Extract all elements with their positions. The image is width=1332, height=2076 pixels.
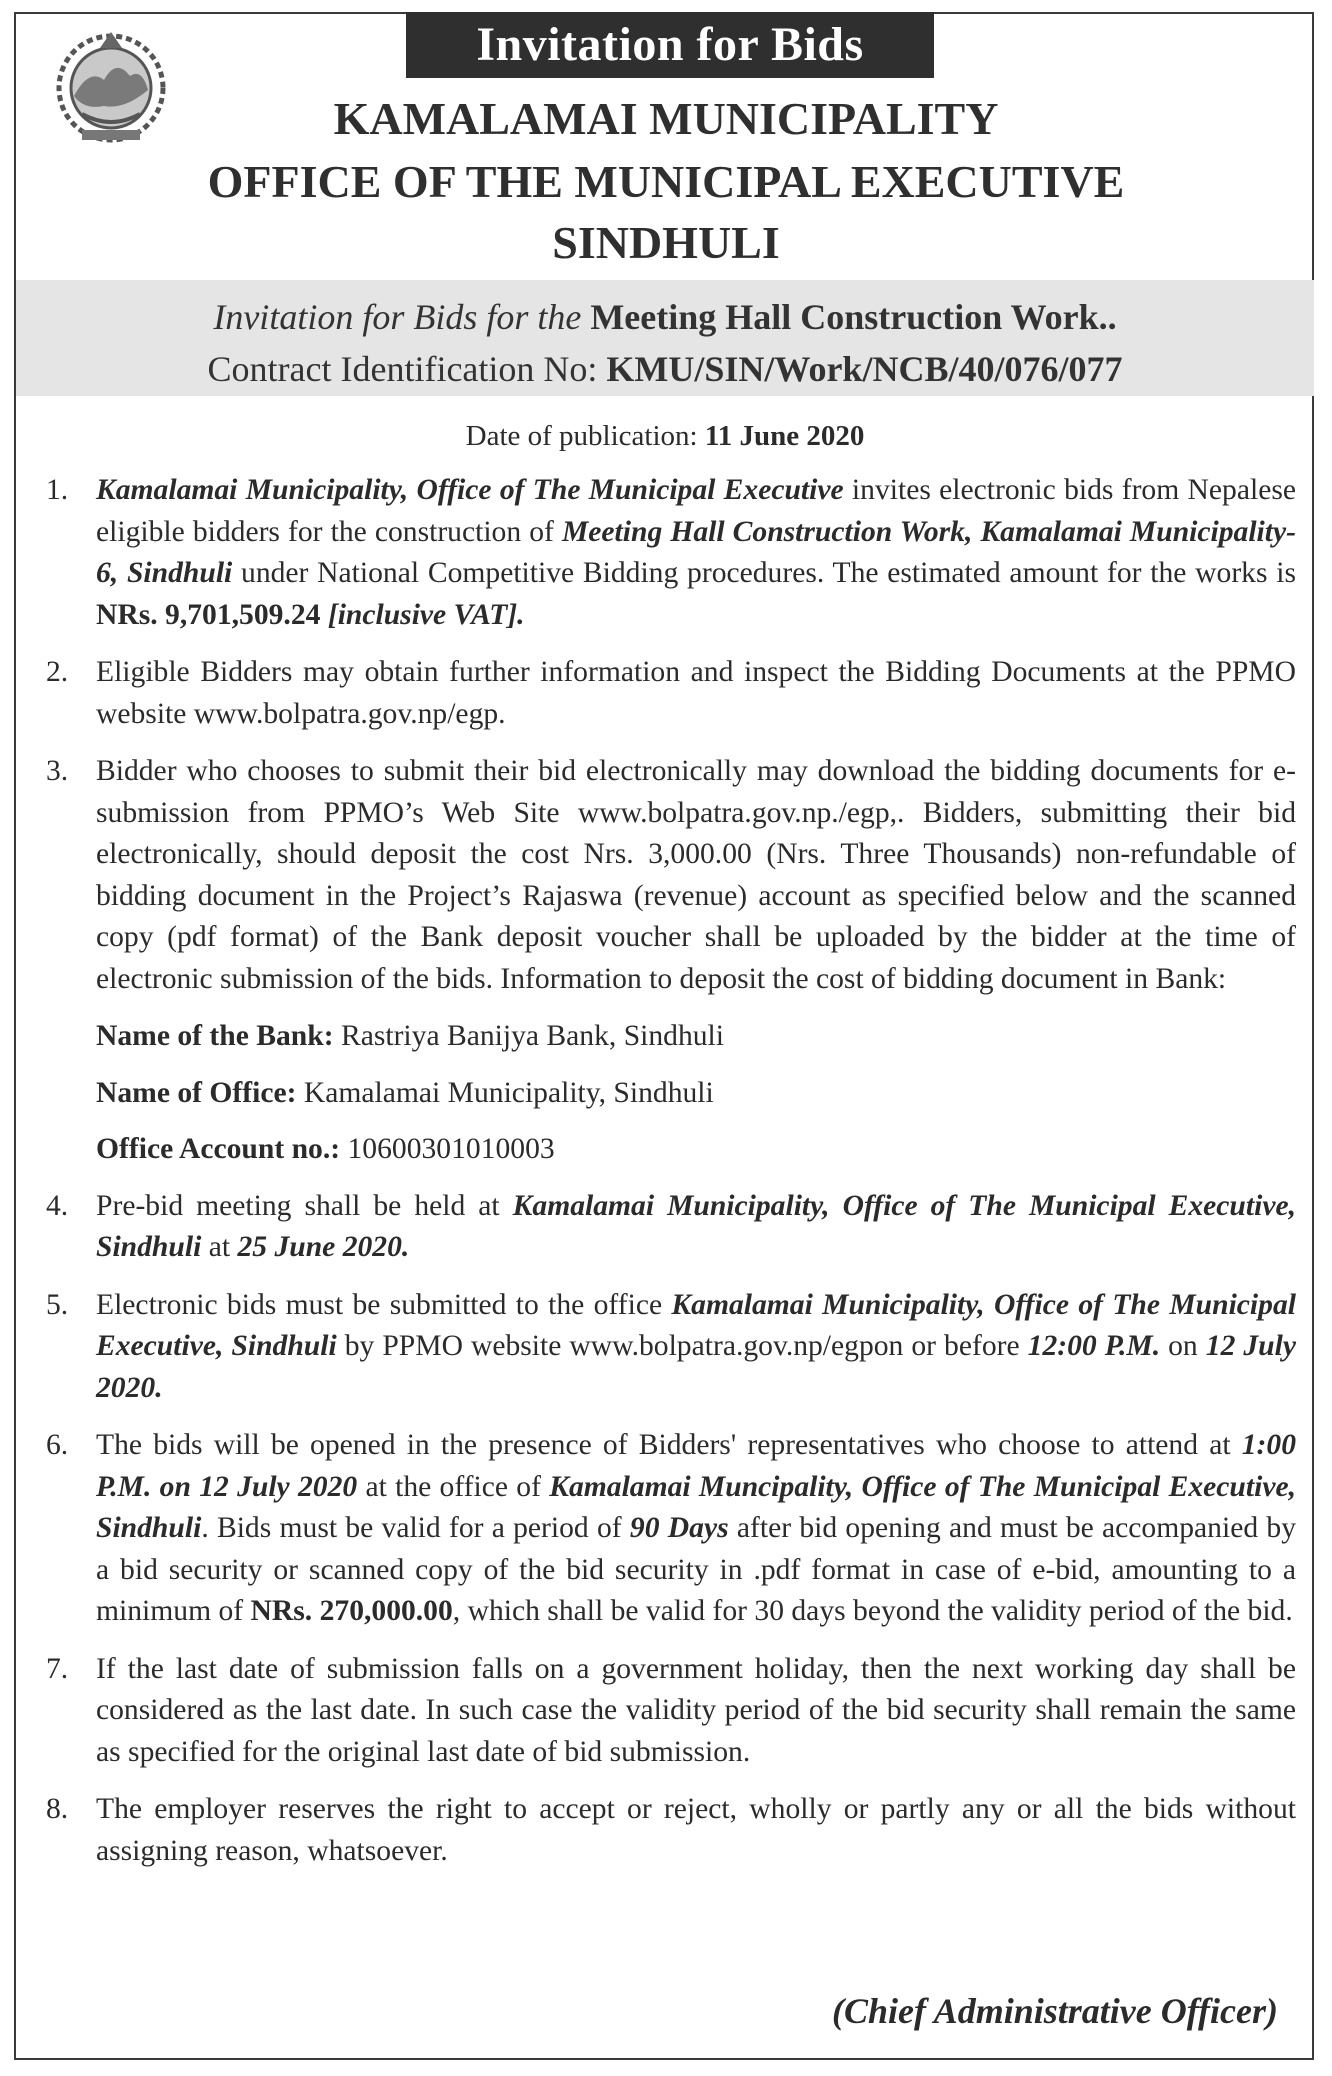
clause-text: Pre-bid meeting shall be held at	[96, 1189, 513, 1222]
notice-body	[40, 470, 1296, 1888]
clause-number: 8.	[46, 1793, 69, 1825]
bid-subject	[16, 296, 1314, 338]
clause-number: 7.	[46, 1652, 69, 1685]
clause-7	[40, 1649, 1296, 1774]
bank-value: Rastriya Banijya Bank, Sindhuli	[333, 1020, 725, 1052]
clause-text: [inclusive VAT].	[320, 598, 525, 631]
clause-text: at	[201, 1231, 238, 1263]
publication-date	[16, 420, 1314, 453]
clause-text: If the last date of submission falls on a government holiday, then the next working day shall be considered as the last date. In such case the validity period of the bid security shall remain the same as specified for the original last date of bid submission.	[96, 1652, 1296, 1768]
bid-subject-prefix: Invitation for Bids for the	[213, 297, 582, 337]
clause-text: Kamalamai Muncipality, Office of The Municipal Executive, Sindhuli	[96, 1470, 1297, 1544]
contract-id	[16, 348, 1314, 390]
clause-text: Kamalamai Municipality, Office of The Municipal Executive, Sindhuli	[96, 1288, 1296, 1362]
contract-label: Contract Identification No:	[207, 349, 598, 389]
signature-line: (Chief Administrative Officer)	[832, 1991, 1278, 2031]
clause-text: after bid opening and must be accompanied by a bid security or scanned copy of the bid security in .pdf format in case of e-bid, amounting to a minimum of	[96, 1512, 1296, 1627]
org-name: KAMALAMAI MUNICIPALITY	[333, 93, 999, 144]
notice-title: Invitation for Bids	[406, 12, 934, 78]
district-name: SINDHULI	[552, 217, 780, 268]
account-number	[40, 1129, 1296, 1171]
clause-6	[40, 1425, 1296, 1633]
clause-1	[40, 470, 1296, 636]
office-value: Kamalamai Municipality, Sindhuli	[296, 1076, 714, 1109]
clause-number: 4.	[46, 1189, 69, 1222]
publication-value: 11 June 2020	[704, 420, 865, 452]
clause-text: Bidder who chooses to submit their bid electronically may download the bidding documents for e-submission from PPMO’s Web Site www.bolpatra.gov.np./egp,. Bidders, submitting their bid electronically, should deposit the cost Nrs. 3,000.00 (Nrs. Three Thousands) non-refundable of bidding document in the Project’s Rajaswa (revenue) account as specified below and the scanned copy (pdf format) of the Bank deposit voucher shall be uploaded by the bidder at the time of electronic submission of the bids. Information to deposit the cost of bidding document in Bank:	[96, 755, 1296, 995]
clause-text: at the office of	[357, 1470, 550, 1503]
account-label: Office Account no.:	[96, 1133, 341, 1165]
clause-number: 2.	[46, 656, 69, 688]
clause-text: Electronic bids must be submitted to the office	[96, 1288, 672, 1321]
clause-text: The employer reserves the right to accept or reject, wholly or partly any or all the bids without assigning reason, whatsoever.	[96, 1793, 1296, 1867]
clause-text: Kamalamai Municipality, Office of The Municipal Executive	[96, 474, 844, 506]
clause-number: 3.	[46, 755, 69, 787]
clause-4	[40, 1186, 1296, 1269]
clause-8	[40, 1789, 1296, 1872]
publication-label: Date of publication:	[465, 420, 698, 452]
submission-date: 12 July 2020.	[96, 1330, 1296, 1404]
opening-time: 1:00 P.M. on 12 July 2020	[96, 1429, 1296, 1503]
submission-time: 12:00 P.M.	[1027, 1330, 1161, 1362]
pre-bid-date: 25 June 2020.	[237, 1231, 410, 1263]
clause-number: 1.	[46, 474, 69, 506]
estimated-amount: NRs. 9,701,509.24	[96, 598, 321, 631]
account-value: 10600301010003	[340, 1133, 555, 1165]
office-label: Name of Office:	[96, 1076, 297, 1109]
clause-number: 6.	[46, 1429, 69, 1461]
clause-text: , which shall be valid for 30 days beyond the validity period of the bid.	[452, 1595, 1293, 1627]
clause-3	[40, 751, 1296, 1000]
contract-number: KMU/SIN/Work/NCB/40/076/077	[606, 349, 1123, 389]
clause-number: 5.	[46, 1288, 69, 1321]
clause-text: Meeting Hall Construction Work, Kamalamai Municipality-6, Sindhuli	[96, 515, 1296, 589]
clause-text: invites electronic bids from Nepalese eligible bidders for the construction of	[96, 474, 1296, 548]
clause-text: under National Competitive Bidding procedures. The estimated amount for the works is	[232, 557, 1296, 589]
office-name-row	[40, 1073, 1296, 1115]
clause-2	[40, 652, 1296, 735]
validity-period: 90 Days	[629, 1512, 729, 1544]
clause-text: . Bids must be valid for a period of	[201, 1512, 630, 1544]
office-name: OFFICE OF THE MUNICIPAL EXECUTIVE	[207, 156, 1125, 207]
clause-text: The bids will be opened in the presence of Bidders' representatives who choose to attend at	[96, 1429, 1242, 1461]
clause-text: on	[1160, 1330, 1206, 1362]
clause-5	[40, 1285, 1296, 1410]
bid-security-amount: NRs. 270,000.00	[250, 1595, 453, 1627]
bank-label: Name of the Bank:	[96, 1020, 334, 1052]
bank-name	[40, 1016, 1296, 1058]
clause-text: Kamalamai Municipality, Office of The Municipal Executive, Sindhuli	[96, 1189, 1296, 1263]
clause-text: by PPMO website www.bolpatra.gov.np/egpon or before	[336, 1330, 1028, 1362]
clause-text: Eligible Bidders may obtain further information and inspect the Bidding Documents at the PPMO website www.bolpatra.gov.np/egp.	[96, 656, 1296, 730]
bid-work-name: Meeting Hall Construction Work..	[590, 297, 1117, 337]
